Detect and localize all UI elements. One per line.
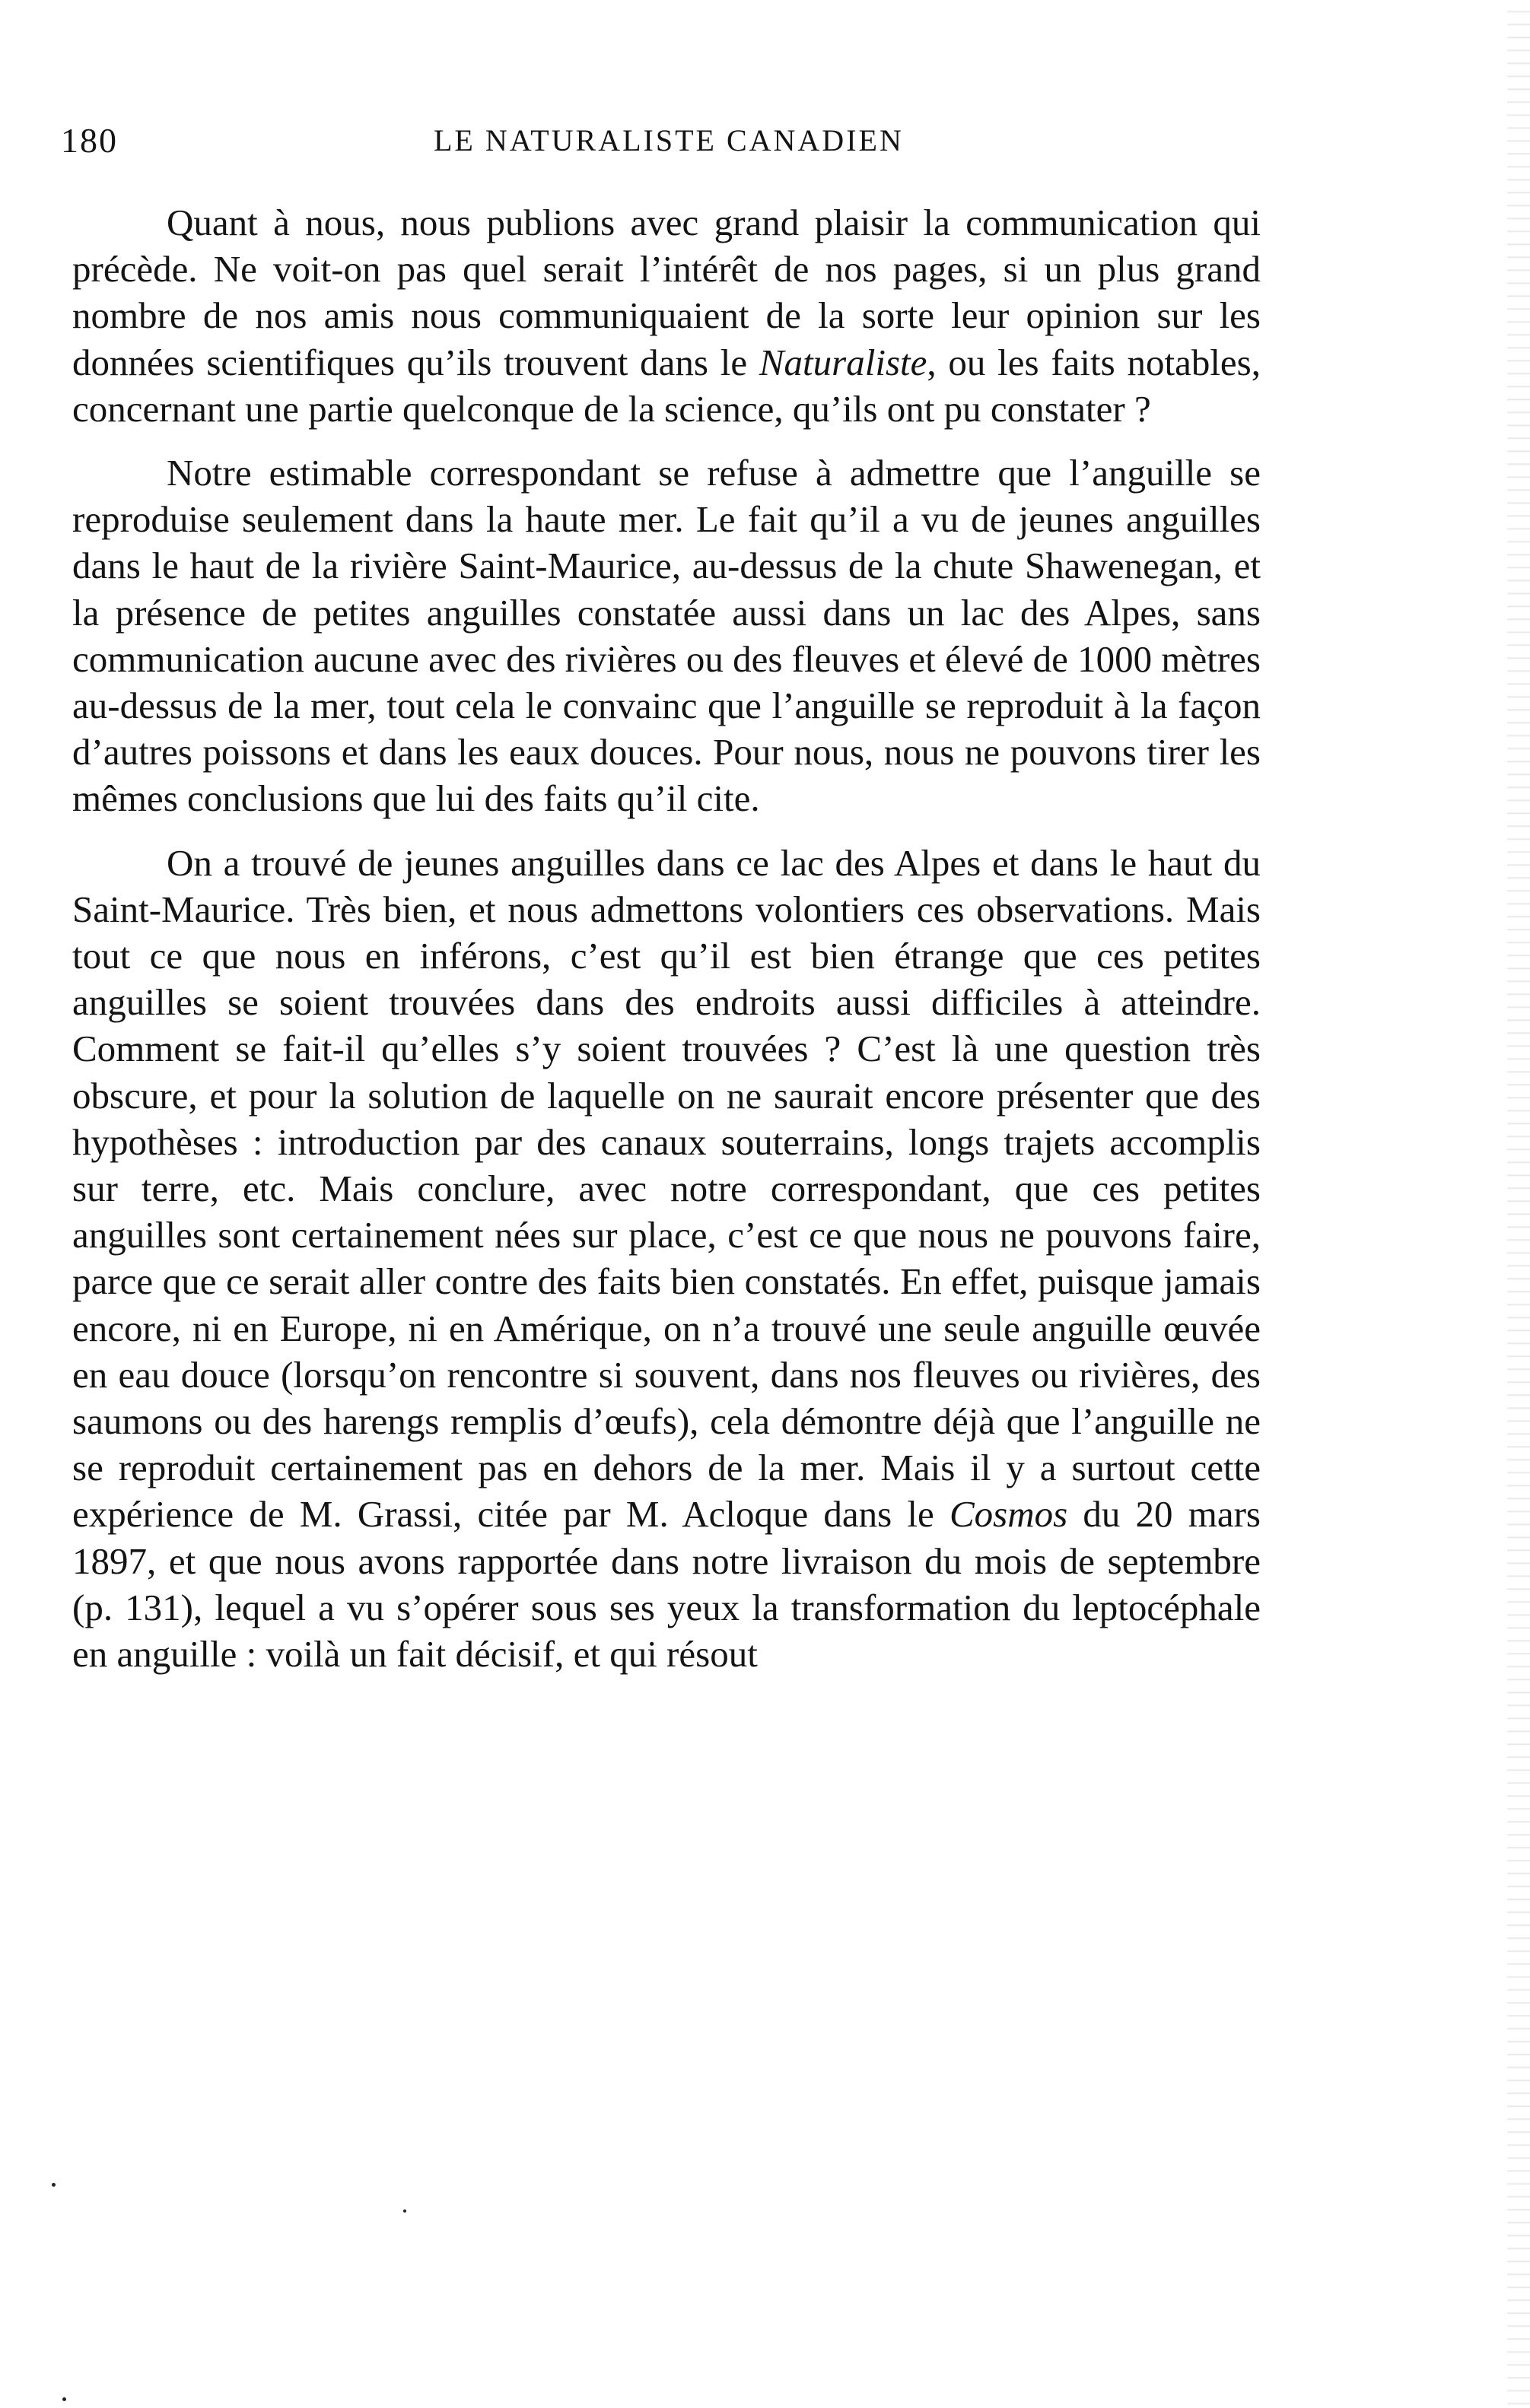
print-speck (62, 2397, 66, 2401)
running-title: LE NATURALISTE CANADIEN (434, 123, 904, 157)
page-header (61, 114, 1271, 167)
italic-journal-title: Naturaliste (759, 341, 927, 383)
paragraph-editor-reply (72, 840, 1261, 1678)
text-span: du 20 mars 1897, et que nous avons rapportée dans notre livraison du mois de septembre (p. 131), lequel a vu s’opérer sous ses yeux la transformation du leptocéphale en anguille : voilà un fait décisif, et qui résout (72, 1493, 1261, 1676)
page-number: 180 (61, 121, 118, 160)
text-span: Quant à nous, nous publions avec grand plaisir la communication qui précède. Ne voit-on pas quel serait l’intérêt de nos pages, si un plus grand nombre de nos amis nous communiquaient de la sorte leur opinion sur les données scientifiques qu’ils trouvent dans le (72, 202, 1261, 383)
text-span: , ou les faits notables, concernant une partie quelconque de la science, qu’ils ont pu constater ? (72, 341, 1261, 430)
body-text (72, 199, 1261, 1677)
page-edge-shadow (1507, 0, 1530, 2408)
text-span: Notre estimable correspondant se refuse à admettre que l’anguille se reproduise seulement dans la haute mer. Le fait qu’il a vu de jeunes anguilles dans le haut de la rivière Saint-Maurice, au-dessus de la chute Shawenegan, et la présence de petites anguilles constatée aussi dans un lac des Alpes, sans communication aucune avec des rivières ou des fleuves et élevé de 1000 mètres au-dessus de la mer, tout cela le convainc que l’anguille se reproduit à la façon d’autres poissons et dans les eaux douces. Pour nous, nous ne pouvons tirer les mêmes conclusions que lui des faits qu’il cite. (72, 452, 1261, 820)
text-span: On a trouvé de jeunes anguilles dans ce lac des Alpes et dans le haut du Saint-Maurice. Très bien, et nous admettons volontiers ces observations. Mais tout ce que nous en inférons, c’est qu’il est bien étrange que ces petites anguilles se soient trouvées dans des endroits aussi difficiles à atteindre. Comment se fait-il qu’elles s’y soient trouvées ? C’est là une question très obscure, et pour la solution de laquelle on ne saurait encore présenter que des hypothèses : introduction par des canaux souterrains, longs trajets accomplis sur terre, etc. Mais conclure, avec notre correspondant, que ces petites anguilles sont certainement nées sur place, c’est ce que nous ne pouvons faire, parce que ce serait aller contre des faits bien constatés. En effet, puisque jamais encore, ni en Europe, ni en Amérique, on n’a trouvé une seule anguille œuvée en eau douce (lorsqu’on rencontre si souvent, dans nos fleuves ou rivières, des saumons ou des harengs remplis d’œufs), cela démontre déjà que l’anguille ne se reproduit certainement pas en dehors de la mer. Mais il y a surtout cette expérience de M. Grassi, citée par M. Acloque dans le (72, 841, 1261, 1536)
italic-publication-title: Cosmos (949, 1493, 1068, 1536)
paragraph-reader-communication (72, 199, 1261, 432)
print-speck (52, 2183, 56, 2187)
print-speck (403, 2209, 406, 2213)
paragraph-correspondent-view (72, 450, 1261, 822)
